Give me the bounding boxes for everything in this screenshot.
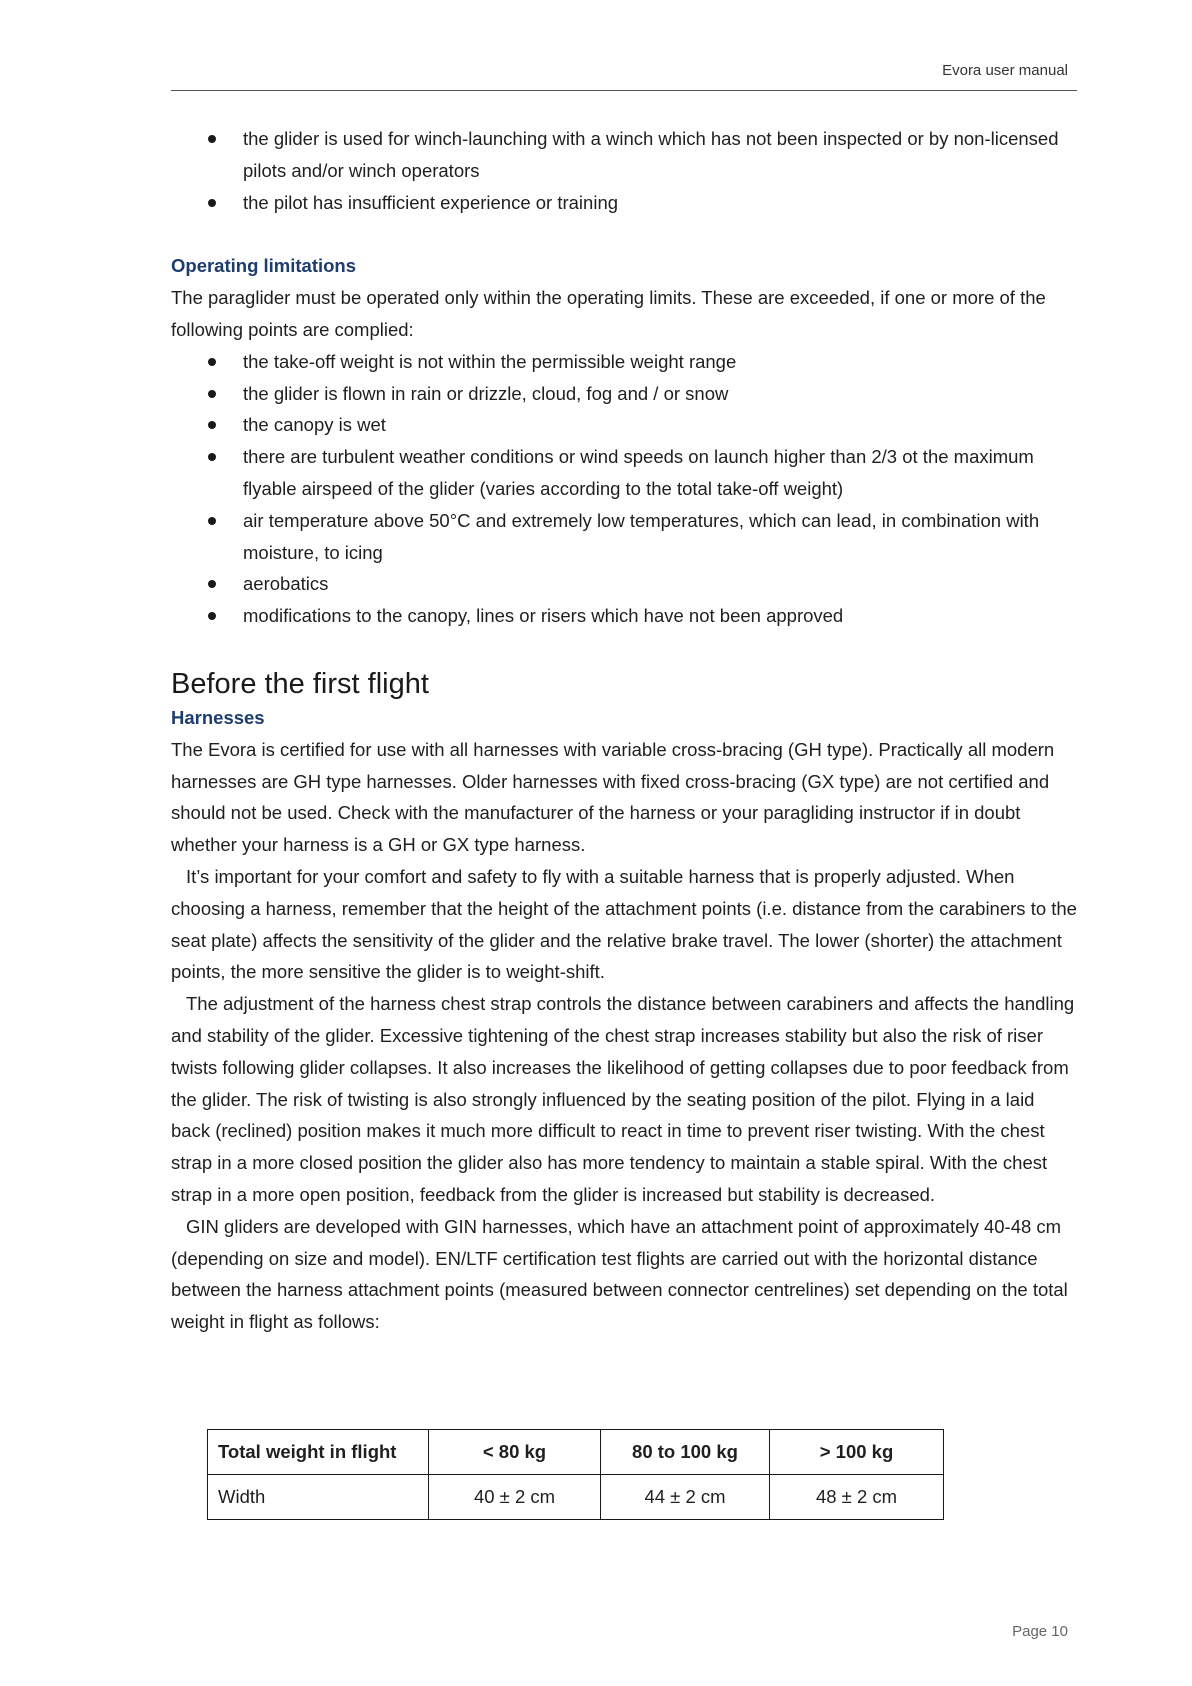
header-title: Evora user manual: [942, 62, 1068, 79]
bullet-icon: [208, 390, 216, 398]
bullet-icon: [208, 421, 216, 429]
table-header-cell: > 100 kg: [770, 1430, 944, 1475]
table-cell: 40 ± 2 cm: [429, 1475, 601, 1520]
harness-paragraph: The adjustment of the harness chest strap controls the distance between carabiners and affects the handling and stability of the glider. Excessive tightening of the chest strap increases stability but also the risk of riser twists following glider collapses. It also increases the likelihood of getting collapses due to poor feedback from the glider. The risk of twisting is also strongly influenced by the seating position of the pilot. Flying in a laid back (reclined) position makes it much more difficult to react in time to prevent riser twisting. With the chest strap in a more closed position the glider also has more tendency to maintain a stable spiral. With the chest strap in a more open position, feedback from the glider is increased but stability is decreased.: [171, 993, 1075, 1205]
operating-limitations-list: [171, 346, 1077, 632]
section-title: Before the first flight: [171, 667, 429, 700]
bullet-icon: [208, 580, 216, 588]
table-header-row: [208, 1430, 944, 1475]
list-item: there are turbulent weather conditions or wind speeds on launch higher than 2/3 ot the maximum flyable airspeed of the glider (varies according to the total take-off weight): [171, 441, 1077, 505]
bullet-icon: [208, 358, 216, 366]
weight-width-table: [207, 1429, 944, 1520]
operating-limitations-text: The paraglider must be operated only within the operating limits. These are exceeded, if one or more of the following points are complied:: [171, 287, 1046, 340]
list-item: the glider is flown in rain or drizzle, cloud, fog and / or snow: [171, 378, 1077, 410]
list-item: modifications to the canopy, lines or risers which have not been approved: [171, 600, 1077, 632]
list-item: aerobatics: [171, 568, 1077, 600]
list-item: the pilot has insufficient experience or training: [171, 187, 1077, 219]
table-cell: 44 ± 2 cm: [601, 1475, 770, 1520]
bullet-icon: [208, 199, 216, 207]
page-content: [171, 123, 1077, 1338]
bullet-icon: [208, 453, 216, 461]
header-divider: [171, 90, 1077, 91]
table-header-cell: 80 to 100 kg: [601, 1430, 770, 1475]
intro-bullet-list: [171, 123, 1077, 218]
page-number: Page 10: [1012, 1623, 1068, 1640]
operating-limitations-heading: Operating limitations: [171, 255, 357, 277]
list-item: air temperature above 50°C and extremely low temperatures, which can lead, in combination with moisture, to icing: [171, 505, 1077, 569]
harness-paragraph: It’s important for your comfort and safety to fly with a suitable harness that is properly adjusted. When choosing a harness, remember that the height of the attachment points (i.e. distance from the carabiners to the seat plate) affects the sensitivity of the glider and the relative brake travel. The lower (shorter) the attachment points, the more sensitive the glider is to weight-shift.: [171, 865, 1077, 983]
table-header-cell: Total weight in flight: [208, 1430, 429, 1475]
manual-page: [171, 0, 1077, 1686]
list-item: the glider is used for winch-launching with a winch which has not been inspected or by non-licensed pilots and/or winch operators: [171, 123, 1077, 187]
bullet-icon: [208, 135, 216, 143]
table-cell: Width: [208, 1475, 429, 1520]
list-item: the canopy is wet: [171, 409, 1077, 441]
harnesses-heading: Harnesses: [171, 706, 265, 728]
table-header-cell: < 80 kg: [429, 1430, 601, 1475]
table-cell: 48 ± 2 cm: [770, 1475, 944, 1520]
bullet-icon: [208, 517, 216, 525]
bullet-icon: [208, 612, 216, 620]
table-row: [208, 1475, 944, 1520]
list-item: the take-off weight is not within the permissible weight range: [171, 346, 1077, 378]
harness-paragraph: GIN gliders are developed with GIN harnesses, which have an attachment point of approximately 40-48 cm (depending on size and model). EN/LTF certification test flights are carried out with the horizontal distance between the harness attachment points (measured between connector centrelines) set depending on the total weight in flight as follows:: [171, 1215, 1068, 1333]
harness-paragraph: The Evora is certified for use with all harnesses with variable cross-bracing (GH type). Practically all modern harnesses are GH type harnesses. Older harnesses with fixed cross-bracing (GX type) are not certified and should not be used. Check with the manufacturer of the harness or your paragliding instructor if in doubt whether your harness is a GH or GX type harness.: [171, 738, 1055, 856]
